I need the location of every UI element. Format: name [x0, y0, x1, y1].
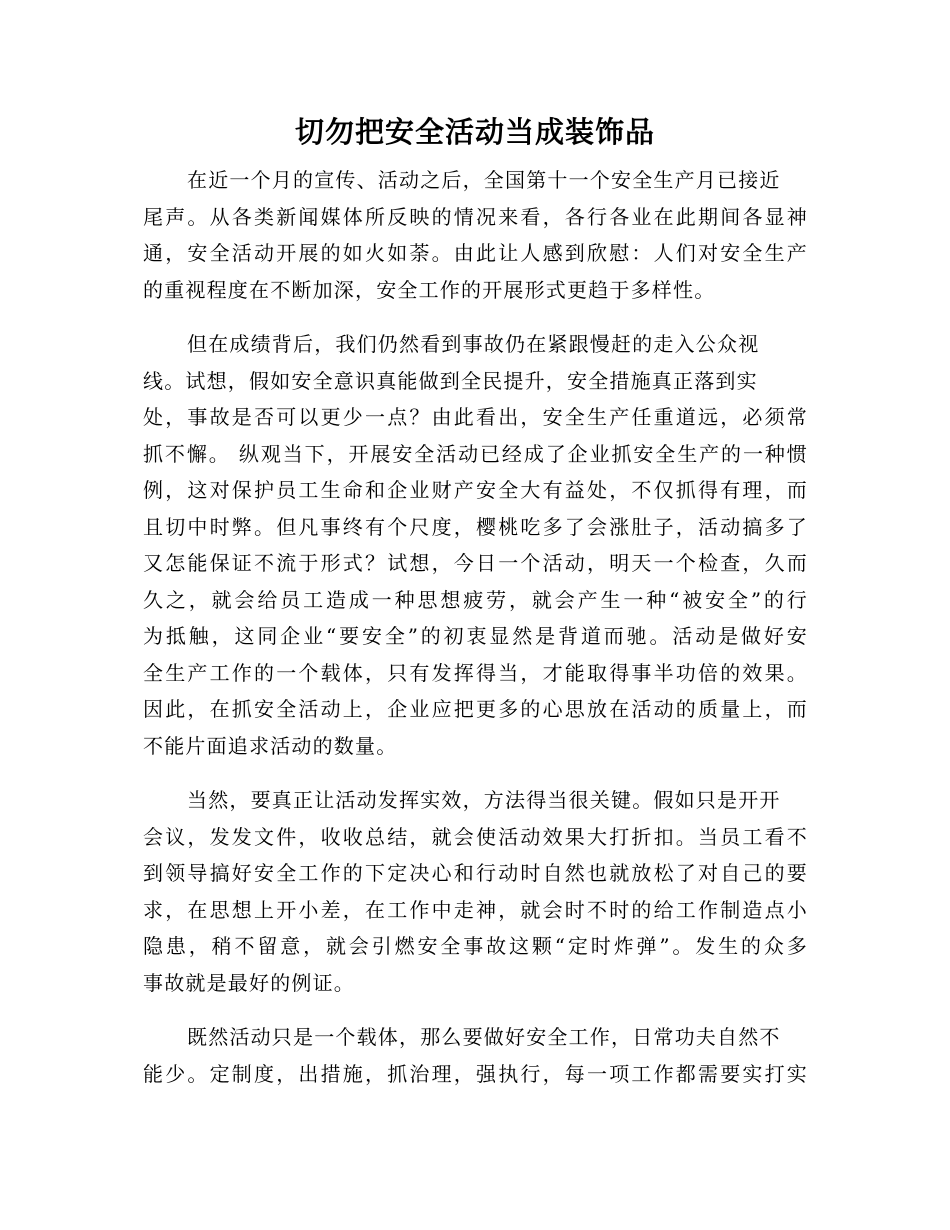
document-title: 切勿把安全活动当成装饰品 — [294, 115, 655, 149]
paragraph — [143, 326, 808, 764]
paragraph — [143, 162, 808, 308]
text-line: 的重视程度在不断加深，安全工作的开展形式更趋于多样性。 — [143, 277, 716, 302]
text-line: 因此，在抓安全活动上，企业应把更多的心思放在活动的质量上，而 — [143, 697, 808, 721]
text-line: 线。试想，假如安全意识真能做到全民提升，安全措施真正落到实 — [143, 368, 758, 393]
text-line: 但在成绩背后，我们仍然看到事故仍在紧跟慢赶的走入公众视 — [187, 332, 760, 356]
paragraph — [143, 1019, 808, 1092]
paragraph — [143, 782, 808, 1001]
text-line: 尾声。从各类新闻媒体所反映的情况来看，各行各业在此期间各显神 — [143, 204, 808, 229]
text-line: 事故就是最好的例证。 — [143, 970, 355, 995]
document-body — [143, 162, 808, 1110]
text-line: 久之，就会给员工造成一种思想疲劳，就会产生一种“被安全”的行 — [143, 587, 808, 612]
text-line: 当然，要真正让活动发挥实效，方法得当很关键。假如只是开开 — [187, 788, 781, 812]
text-line: 例，这对保护员工生命和企业财产安全大有益处，不仅抓得有理，而 — [143, 478, 808, 502]
text-line: 隐患，稍不留意，就会引燃安全事故这颗“定时炸弹”。发生的众多 — [143, 934, 808, 958]
text-line: 且切中时弊。但凡事终有个尺度，樱桃吃多了会涨肚子，活动搞多了 — [143, 514, 808, 539]
text-line: 不能片面追求活动的数量。 — [143, 733, 398, 758]
text-line: 又怎能保证不流于形式？试想，今日一个活动，明天一个检查，久而 — [143, 551, 808, 575]
text-line: 求，在思想上开小差，在工作中走神，就会时不时的给工作制造点小 — [143, 897, 808, 922]
text-line: 为抵触，这同企业“要安全”的初衷显然是背道而驰。活动是做好安 — [143, 624, 808, 648]
text-line: 处，事故是否可以更少一点？由此看出，安全生产任重道远，必须常 — [143, 405, 808, 429]
text-line: 到领导搞好安全工作的下定决心和行动时自然也就放松了对自己的要 — [143, 861, 808, 885]
text-line: 抓不懈。 纵观当下，开展安全活动已经成了企业抓安全生产的一种惯 — [143, 441, 808, 466]
text-line: 既然活动只是一个载体，那么要做好安全工作，日常功夫自然不 — [187, 1025, 781, 1049]
text-line: 能少。定制度，出措施，抓治理，强执行，每一项工作都需要实打实 — [143, 1061, 808, 1086]
text-line: 会议，发发文件，收收总结，就会使活动效果大打折扣。当员工看不 — [143, 824, 808, 849]
text-line: 通，安全活动开展的如火如荼。由此让人感到欣慰：人们对安全生产 — [143, 241, 808, 265]
text-line: 全生产工作的一个载体，只有发挥得当，才能取得事半功倍的效果。 — [143, 660, 808, 685]
text-line: 在近一个月的宣传、活动之后，全国第十一个安全生产月已接近 — [187, 168, 781, 192]
